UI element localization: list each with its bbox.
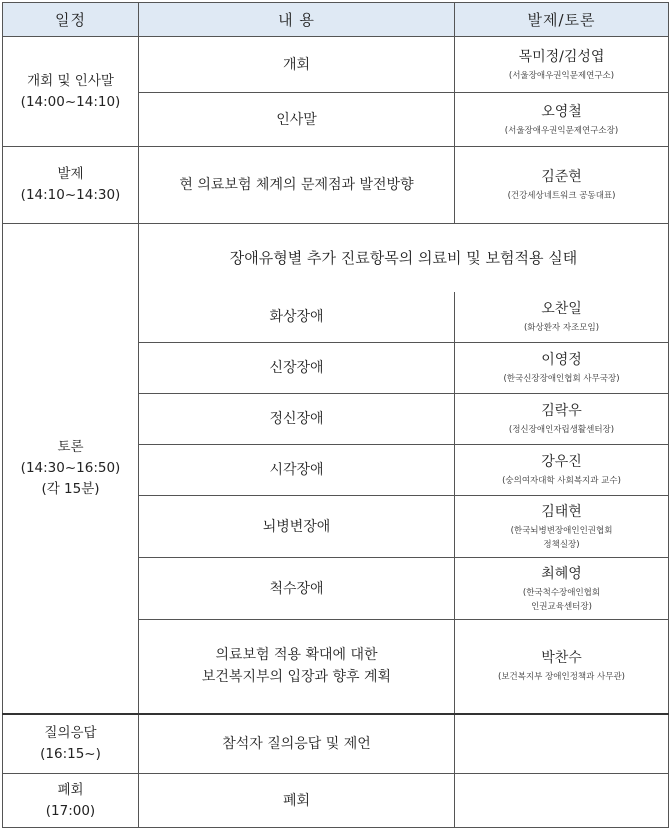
qa-row (3, 714, 669, 774)
presentation-content: 현 의료보험 체계의 문제점과 발전방향 (139, 147, 455, 224)
presenter-name: 김락우 (541, 403, 582, 419)
qa-label: 질의응답 (44, 724, 97, 741)
discussion-time: (14:30~16:50) (20, 459, 121, 476)
presentation-label: 발제 (57, 166, 84, 182)
presenter-name: 김태현 (541, 503, 582, 520)
ministry-line-1: 의료보험 적용 확대에 대한 (215, 647, 378, 664)
closing-row (3, 774, 669, 828)
presenter-org: (서울장애우권익문제연구소) (508, 70, 615, 81)
panelist-presenter (455, 445, 669, 496)
presenter-name: 오영철 (541, 103, 582, 120)
panelist-presenter (455, 496, 669, 558)
closing-label: 폐회 (57, 781, 84, 798)
qa-presenter (455, 714, 669, 774)
ministry-content (139, 620, 455, 714)
presentation-presenter (455, 147, 669, 224)
schedule-table (2, 2, 669, 828)
panelist-presenter (455, 558, 669, 620)
presenter-org: (화상환자 자조모임) (523, 322, 600, 333)
presentation-row (3, 147, 669, 224)
panelist-presenter (455, 292, 669, 343)
opening-presenter (455, 37, 669, 93)
closing-time-cell (3, 774, 139, 828)
presenter-org: (숭의여자대학 사회복지과 교수) (502, 476, 621, 486)
opening-content: 개회 (139, 37, 455, 93)
closing-time: (17:00) (45, 802, 96, 819)
presenter-org-2: 정책실장) (543, 539, 580, 550)
presenter-org: (한국뇌병변장애인인권협회 (510, 525, 613, 536)
presentation-time-cell (3, 147, 139, 224)
discussion-label: 토론 (57, 438, 84, 455)
ministry-presenter (455, 620, 669, 714)
opening-time: (14:00~14:10) (20, 93, 121, 110)
presenter-name: 이영정 (541, 352, 582, 368)
panelist-content: 화상장애 (139, 292, 455, 343)
discussion-topic: 장애유형별 추가 진료항목의 의료비 및 보험적용 실태 (139, 224, 669, 292)
discussion-note: (각 15분) (41, 480, 100, 497)
presenter-name: 김준현 (541, 169, 582, 185)
presenter-org: (건강세상네트워크 공동대표) (507, 191, 616, 201)
closing-presenter (455, 774, 669, 828)
discussion-time-cell (3, 224, 139, 714)
presenter-org-2: 인권교육센터장) (531, 601, 592, 612)
presenter-org: (정신장애인자립생활센터장) (508, 425, 615, 435)
presenter-org: (서울장애우권익문제연구소장) (504, 125, 619, 136)
presenter-org: (한국신장장애인협회 사무국장) (503, 374, 620, 384)
panelist-content: 척수장애 (139, 558, 455, 620)
qa-time: (16:15~) (40, 745, 101, 762)
panelist-presenter (455, 394, 669, 445)
closing-content: 폐회 (139, 774, 455, 828)
presentation-time: (14:10~14:30) (20, 187, 121, 203)
presenter-name: 최혜영 (541, 565, 582, 582)
header-content: 내 용 (139, 3, 455, 37)
panelist-content: 뇌병변장애 (139, 496, 455, 558)
greeting-presenter (455, 93, 669, 147)
panelist-content: 정신장애 (139, 394, 455, 445)
presenter-name: 오찬일 (541, 300, 582, 317)
ministry-line-2: 보건복지부의 입장과 향후 계획 (201, 669, 392, 686)
opening-row-1 (3, 37, 669, 93)
panelist-presenter (455, 343, 669, 394)
header-schedule: 일정 (3, 3, 139, 37)
presenter-org: (한국척수장애인협회 (522, 587, 601, 598)
presenter-org: (보건복지부 장애인정책과 사무관) (498, 672, 625, 683)
presenter-name: 목미정/김성엽 (518, 48, 605, 65)
opening-time-cell (3, 37, 139, 147)
presenter-name: 강우진 (541, 454, 582, 470)
panelist-content: 신장장애 (139, 343, 455, 394)
panelist-content: 시각장애 (139, 445, 455, 496)
header-row (3, 3, 669, 37)
presenter-name: 박찬수 (541, 650, 582, 667)
qa-time-cell (3, 714, 139, 774)
greeting-content: 인사말 (139, 93, 455, 147)
qa-content: 참석자 질의응답 및 제언 (139, 714, 455, 774)
header-presenter: 발제/토론 (455, 3, 669, 37)
opening-label: 개회 및 인사말 (27, 72, 114, 89)
discussion-topic-row (3, 224, 669, 292)
